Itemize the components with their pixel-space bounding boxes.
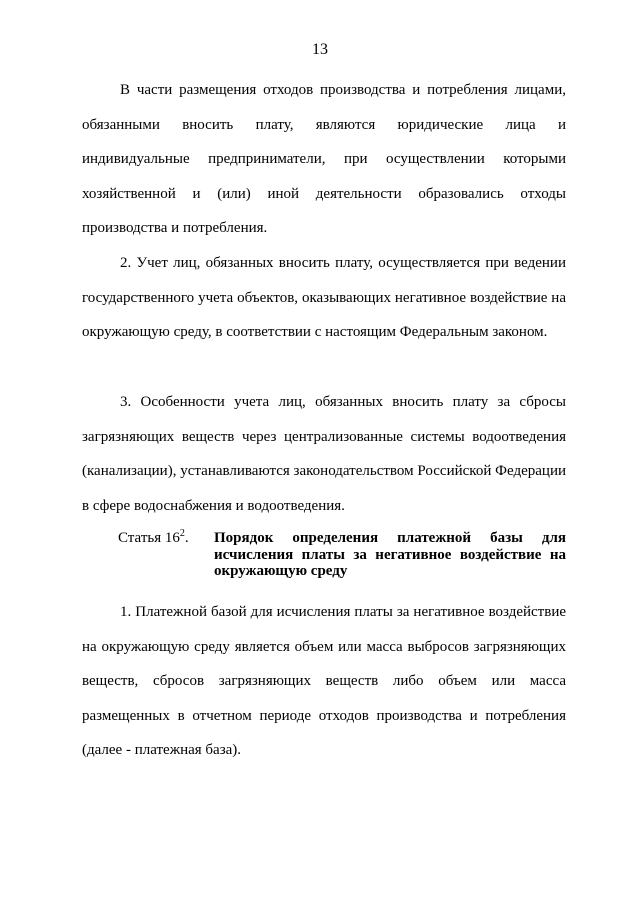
paragraph-accounting-of-payers <box>82 246 566 350</box>
paragraph-text: 2. Учет лиц, обязанных вносить плату, осуществляется при ведении государственного учета объектов, оказывающих негативное воздействие на окружающую среду, в соответствии с настоящим Федеральным законом. <box>82 255 566 341</box>
article-superscript: 2 <box>179 528 185 539</box>
article-title: Порядок определения платежной базы для исчисления платы за негативное воздействие на окружающую среду <box>214 530 566 579</box>
paragraph-discharge-accounting <box>82 385 566 523</box>
paragraph-text: 3. Особенности учета лиц, обязанных вносить плату за сбросы загрязняющих веществ через централизованные системы водоотведения (канализации), устанавливаются законодательством Российской Федерации в сфере водоснабжения и водоотведения. <box>82 394 566 514</box>
page-number: 13 <box>312 41 328 58</box>
paragraph-text: 1. Платежной базой для исчисления платы за негативное воздействие на окружающую среду является объем или масса выбросов загрязняющих веществ, сбросов загрязняющих веществ либо объем или масса размещенных в отчетном периоде отходов производства и потребления (далее - платежная база). <box>82 604 566 759</box>
paragraph-waste-payers <box>82 73 566 246</box>
article-heading <box>118 530 566 580</box>
paragraph-text: В части размещения отходов производства и потребления лицами, обязанными вносить плату, являются юридические лица и индивидуальные предприниматели, при осуществлении которыми хозяйственной и (или) иной деятельности образовались отходы производства и потребления. <box>82 82 566 237</box>
article-label-suffix: . <box>184 530 189 546</box>
paragraph-payment-base <box>82 595 566 768</box>
article-label-text: Статья 16 <box>118 530 180 546</box>
article-number <box>118 530 189 547</box>
